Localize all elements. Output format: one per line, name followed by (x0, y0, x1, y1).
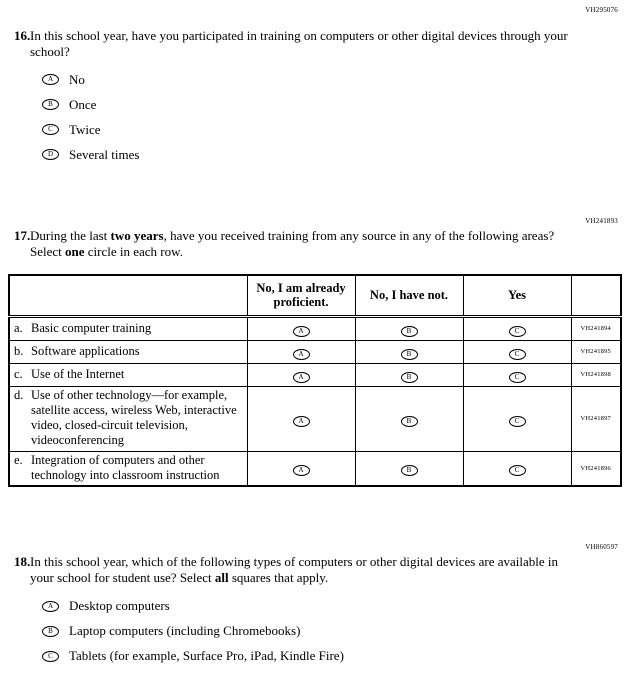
option-row[interactable] (42, 598, 618, 614)
row-letter: b. (14, 343, 24, 358)
answer-cell (247, 451, 355, 486)
answer-cell (463, 363, 571, 386)
answer-oval[interactable]: C (42, 124, 59, 135)
option-row[interactable] (42, 623, 618, 639)
table-row (9, 340, 621, 363)
answer-oval[interactable]: D (42, 149, 59, 160)
header-col-yes: Yes (463, 275, 571, 316)
answer-oval[interactable]: C (509, 416, 526, 427)
question-18-number: 18. (14, 553, 31, 569)
row-label: Use of other technology—for example, satellite access, wireless Web, interactive video, closed-circuit television, videoconferencing (31, 387, 237, 448)
answer-cell (247, 340, 355, 363)
answer-oval[interactable]: B (401, 416, 418, 427)
answer-oval[interactable]: A (293, 465, 310, 476)
row-letter: c. (14, 366, 23, 381)
header-col-have-not: No, I have not. (355, 275, 463, 316)
question-18-options (30, 598, 618, 664)
row-code: VH241898 (571, 363, 621, 386)
answer-oval[interactable]: C (509, 465, 526, 476)
row-code: VH241896 (571, 451, 621, 486)
answer-oval[interactable]: A (293, 372, 310, 383)
question-17-number: 17. (14, 227, 31, 243)
row-label-cell (9, 316, 247, 340)
option-label: Once (69, 96, 97, 112)
option-row[interactable] (42, 72, 618, 88)
option-label: Desktop computers (69, 598, 170, 614)
row-label: Software applications (31, 343, 140, 358)
answer-oval[interactable]: A (293, 349, 310, 360)
option-label: Tablets (for example, Surface Pro, iPad, Kindle Fire) (69, 648, 344, 664)
question-16-code: VH295076 (585, 6, 618, 14)
row-label-cell (9, 451, 247, 486)
row-code: VH241894 (571, 316, 621, 340)
answer-oval[interactable]: C (509, 372, 526, 383)
answer-oval[interactable]: B (401, 465, 418, 476)
row-code: VH241897 (571, 386, 621, 451)
question-17-table (8, 274, 622, 487)
table-header-row (9, 275, 621, 316)
answer-oval[interactable]: B (401, 326, 418, 337)
question-16-text: In this school year, have you participated in training on computers or other digital devices through your school? (30, 27, 568, 60)
question-17-code: VH241893 (585, 216, 618, 225)
question-18 (8, 554, 618, 673)
question-16-options (30, 72, 618, 163)
header-empty-code (571, 275, 621, 316)
row-label-cell (9, 340, 247, 363)
question-17-text: During the last two years, have you received training from any source in any of the following areas? Select one circle in each row. (30, 227, 555, 260)
row-label: Integration of computers and other technology into classroom instruction (31, 452, 220, 482)
answer-oval[interactable]: B (401, 372, 418, 383)
option-row[interactable] (42, 122, 618, 138)
row-label-cell (9, 363, 247, 386)
option-row[interactable] (42, 97, 618, 113)
answer-oval[interactable]: A (42, 74, 59, 85)
answer-oval[interactable]: A (293, 416, 310, 427)
option-row[interactable] (42, 648, 618, 664)
header-col-proficient: No, I am already proficient. (247, 275, 355, 316)
answer-oval[interactable]: C (509, 326, 526, 337)
answer-cell (247, 386, 355, 451)
question-18-code: VH860597 (585, 543, 618, 552)
row-label: Use of the Internet (31, 366, 125, 381)
table-row (9, 363, 621, 386)
table-row (9, 451, 621, 486)
option-label: Several times (69, 146, 140, 162)
row-letter: d. (14, 387, 24, 402)
table-row (9, 316, 621, 340)
option-label: Laptop computers (including Chromebooks) (69, 623, 301, 639)
answer-oval[interactable]: A (293, 326, 310, 337)
answer-oval[interactable]: B (42, 99, 59, 110)
answer-oval[interactable]: C (42, 651, 59, 662)
row-code: VH241895 (571, 340, 621, 363)
answer-oval[interactable]: B (42, 626, 59, 637)
answer-cell (355, 363, 463, 386)
question-17 (8, 228, 618, 261)
question-18-text: In this school year, which of the following types of computers or other digital devices are available in your school for student use? Select all squares that apply. (30, 553, 558, 586)
answer-cell (463, 340, 571, 363)
answer-oval[interactable]: C (509, 349, 526, 360)
header-empty (9, 275, 247, 316)
row-label-cell (9, 386, 247, 451)
answer-oval[interactable]: A (42, 601, 59, 612)
answer-cell (355, 451, 463, 486)
question-16 (8, 28, 618, 172)
option-label: Twice (69, 121, 101, 137)
table-row (9, 386, 621, 451)
answer-cell (355, 386, 463, 451)
row-label: Basic computer training (31, 320, 152, 335)
answer-cell (355, 316, 463, 340)
option-label: No (69, 71, 85, 87)
answer-cell (463, 316, 571, 340)
answer-cell (355, 340, 463, 363)
answer-cell (463, 386, 571, 451)
question-16-number: 16. (14, 27, 31, 43)
answer-cell (247, 363, 355, 386)
row-letter: e. (14, 452, 23, 467)
row-letter: a. (14, 320, 23, 335)
option-row[interactable] (42, 147, 618, 163)
answer-oval[interactable]: B (401, 349, 418, 360)
answer-cell (463, 451, 571, 486)
answer-cell (247, 316, 355, 340)
